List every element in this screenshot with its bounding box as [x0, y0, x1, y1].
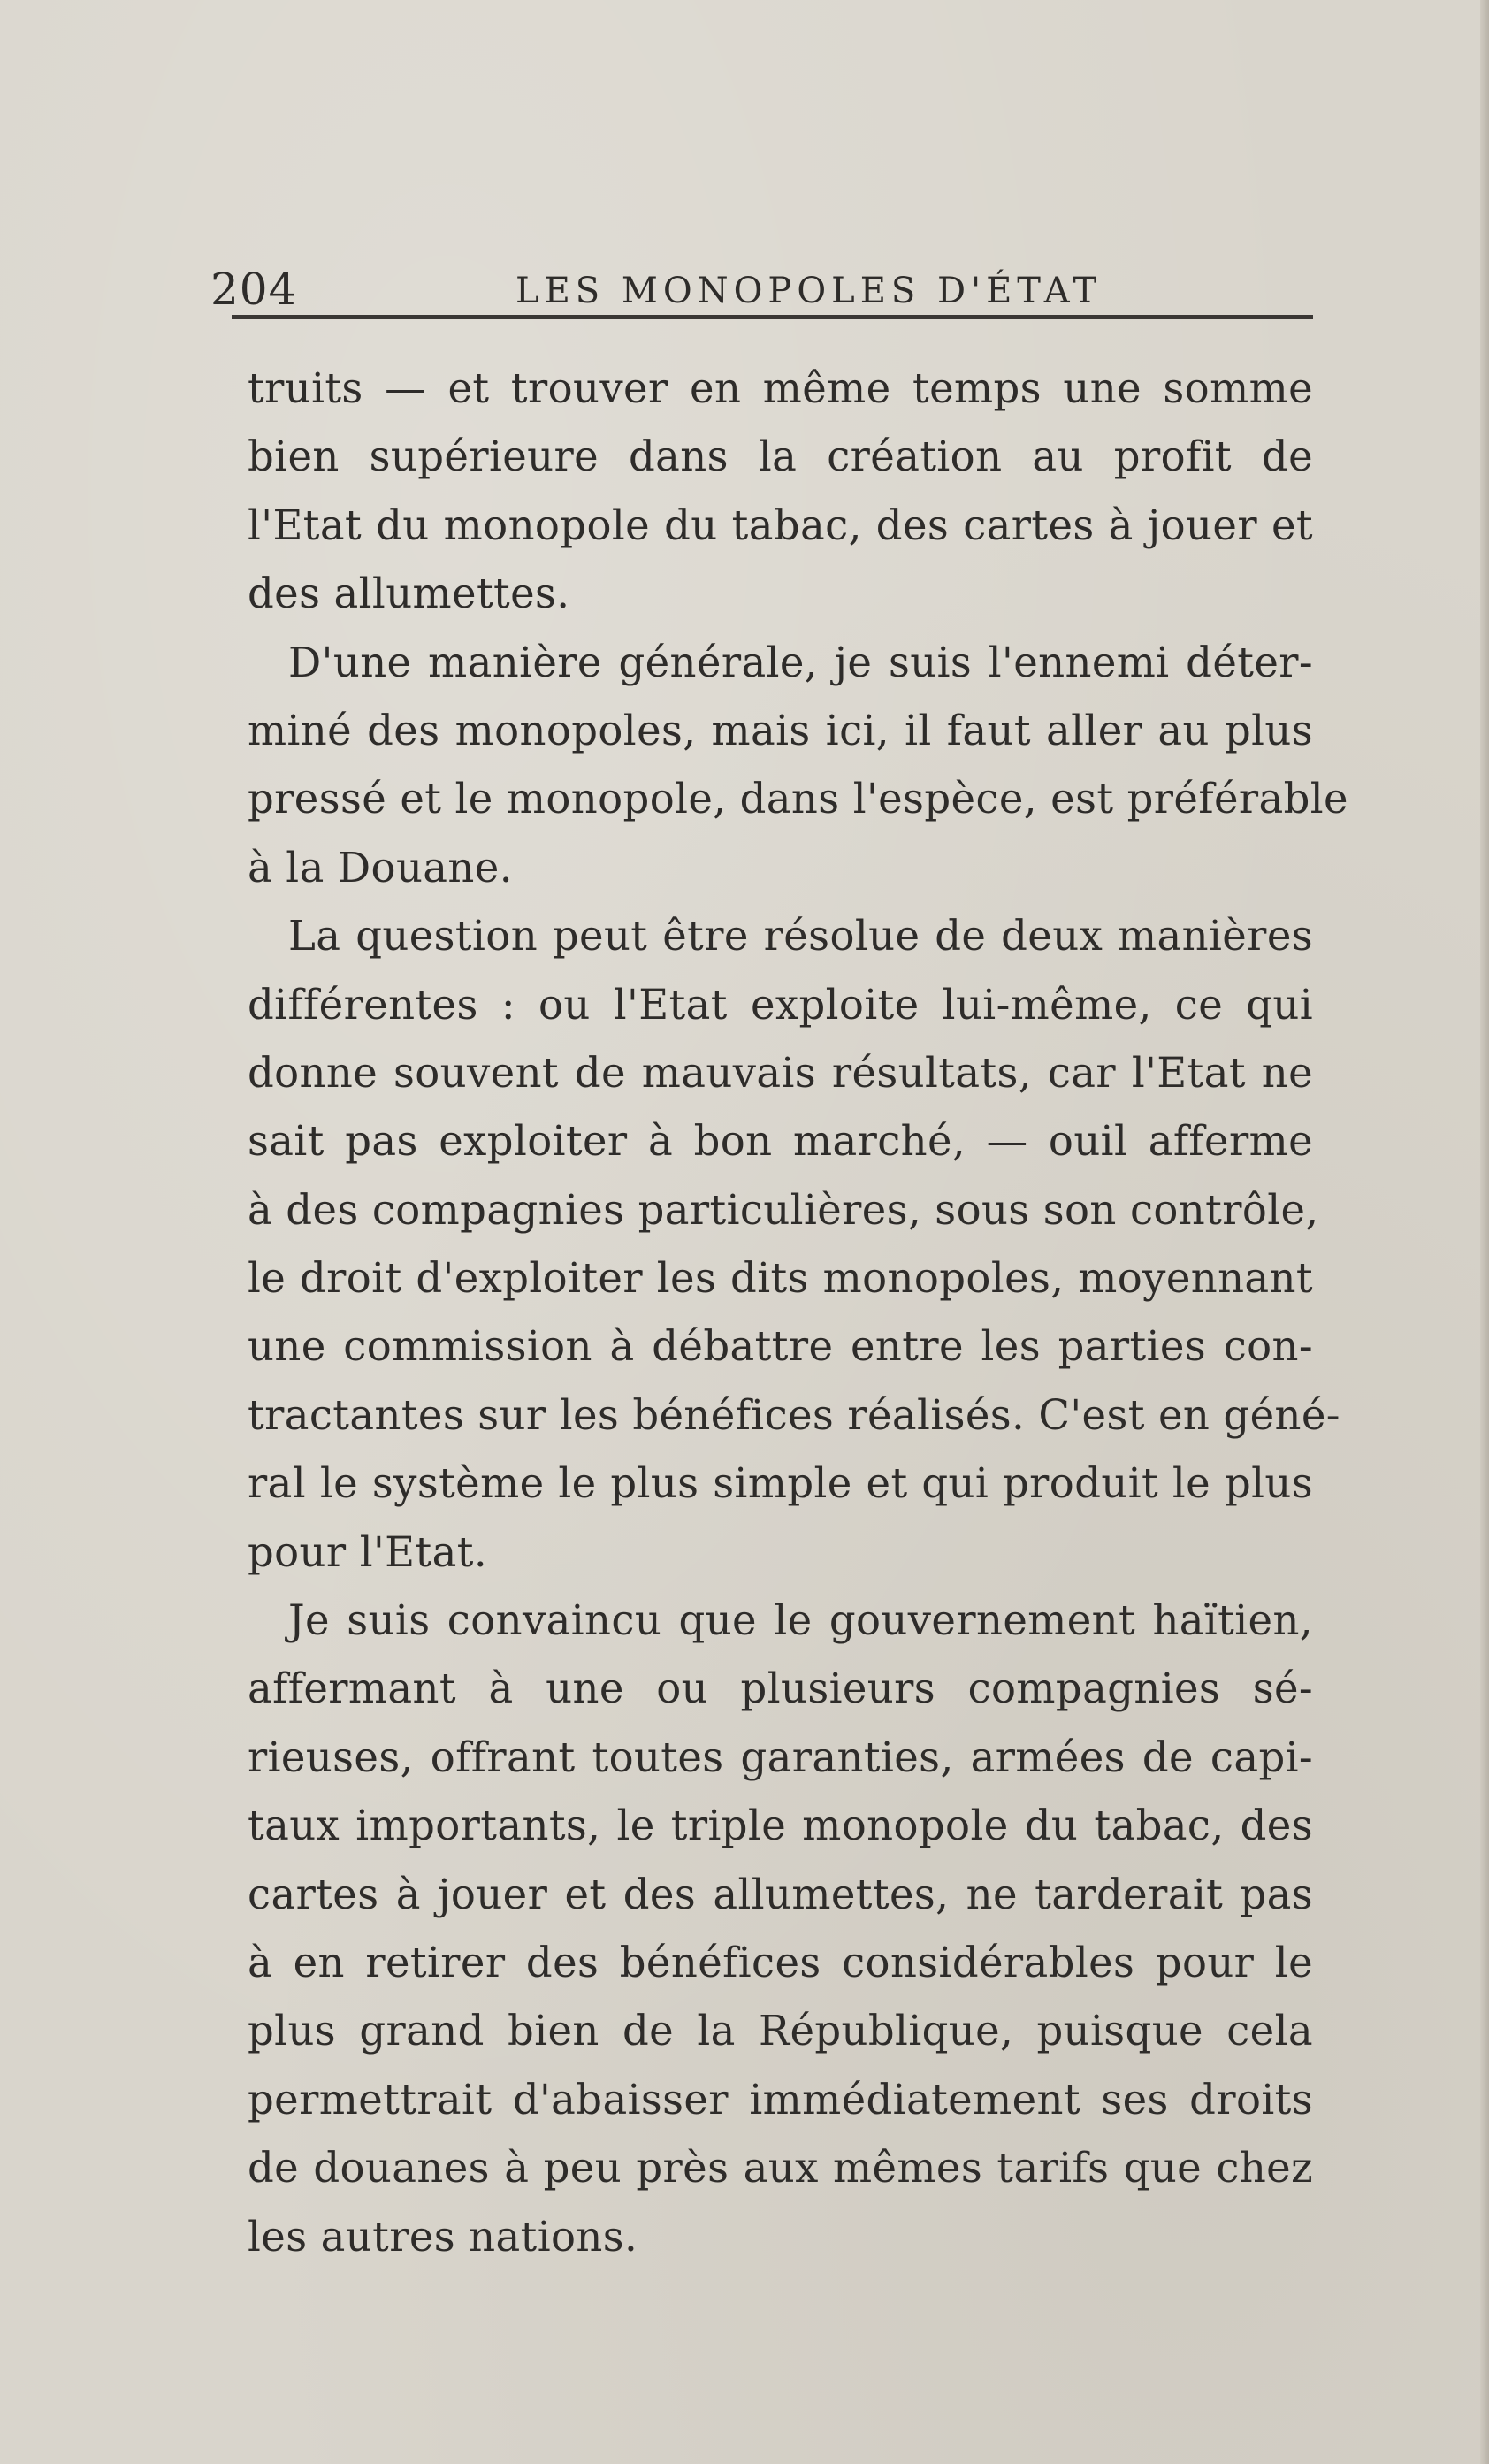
text-line: plus grand bien de la République, puisque cela [248, 2007, 1313, 2055]
running-head [210, 258, 1311, 320]
text-line: ral le système le plus simple et qui produit le plus [248, 1459, 1313, 1508]
text-line: pressé et le monopole, dans l'espèce, est préférable [248, 775, 1348, 823]
page-edge [1480, 0, 1489, 2464]
text-line: le droit d'exploiter les dits monopoles, moyennant [248, 1254, 1313, 1303]
text-line: à la Douane. [248, 843, 513, 891]
text-line: La question peut être résolue de deux manières [288, 912, 1313, 960]
text-line: sait pas exploiter à bon marché, — ouil afferme [248, 1117, 1313, 1166]
text-line: cartes à jouer et des allumettes, ne tarderait pas [248, 1870, 1313, 1918]
text-line: truits — et trouver en même temps une somme [248, 364, 1313, 412]
text-line: miné des monopoles, mais ici, il faut aller au plus [248, 706, 1313, 754]
running-title: LES MONOPOLES D'ÉTAT [515, 271, 1103, 311]
text-line: donne souvent de mauvais résultats, car l'Etat ne [248, 1048, 1313, 1097]
text-line: D'une manière générale, je suis l'ennemi déter- [288, 638, 1313, 686]
text-line: rieuses, offrant toutes garanties, armées de capi- [248, 1733, 1313, 1781]
text-line: des allumettes. [248, 570, 570, 618]
text-line: les autres nations. [248, 2212, 638, 2261]
header-rule [232, 315, 1313, 319]
body-text [248, 355, 1348, 2271]
text-line: affermant à une ou plusieurs compagnies sé- [248, 1664, 1313, 1713]
text-line: à des compagnies particulières, sous son contrôle, [248, 1185, 1319, 1234]
text-line: l'Etat du monopole du tabac, des cartes à jouer et [248, 501, 1313, 549]
text-line: tractantes sur les bénéfices réalisés. C'est en géné- [248, 1390, 1340, 1439]
text-line: différentes : ou l'Etat exploite lui-même, ce qui [248, 980, 1313, 1029]
page-number: 204 [210, 264, 298, 315]
text-line: une commission à débattre entre les parties con- [248, 1322, 1313, 1371]
text-line: de douanes à peu près aux mêmes tarifs que chez [248, 2144, 1313, 2192]
text-line: taux importants, le triple monopole du tabac, des [248, 1802, 1313, 1850]
text-line: bien supérieure dans la création au profit de [248, 432, 1313, 481]
text-line: permettrait d'abaisser immédiatement ses droits [248, 2075, 1313, 2123]
text-line: pour l'Etat. [248, 1527, 487, 1576]
text-line: Je suis convaincu que le gouvernement haïtien, [288, 1596, 1313, 1645]
text-line: à en retirer des bénéfices considérables pour le [248, 1938, 1313, 1986]
